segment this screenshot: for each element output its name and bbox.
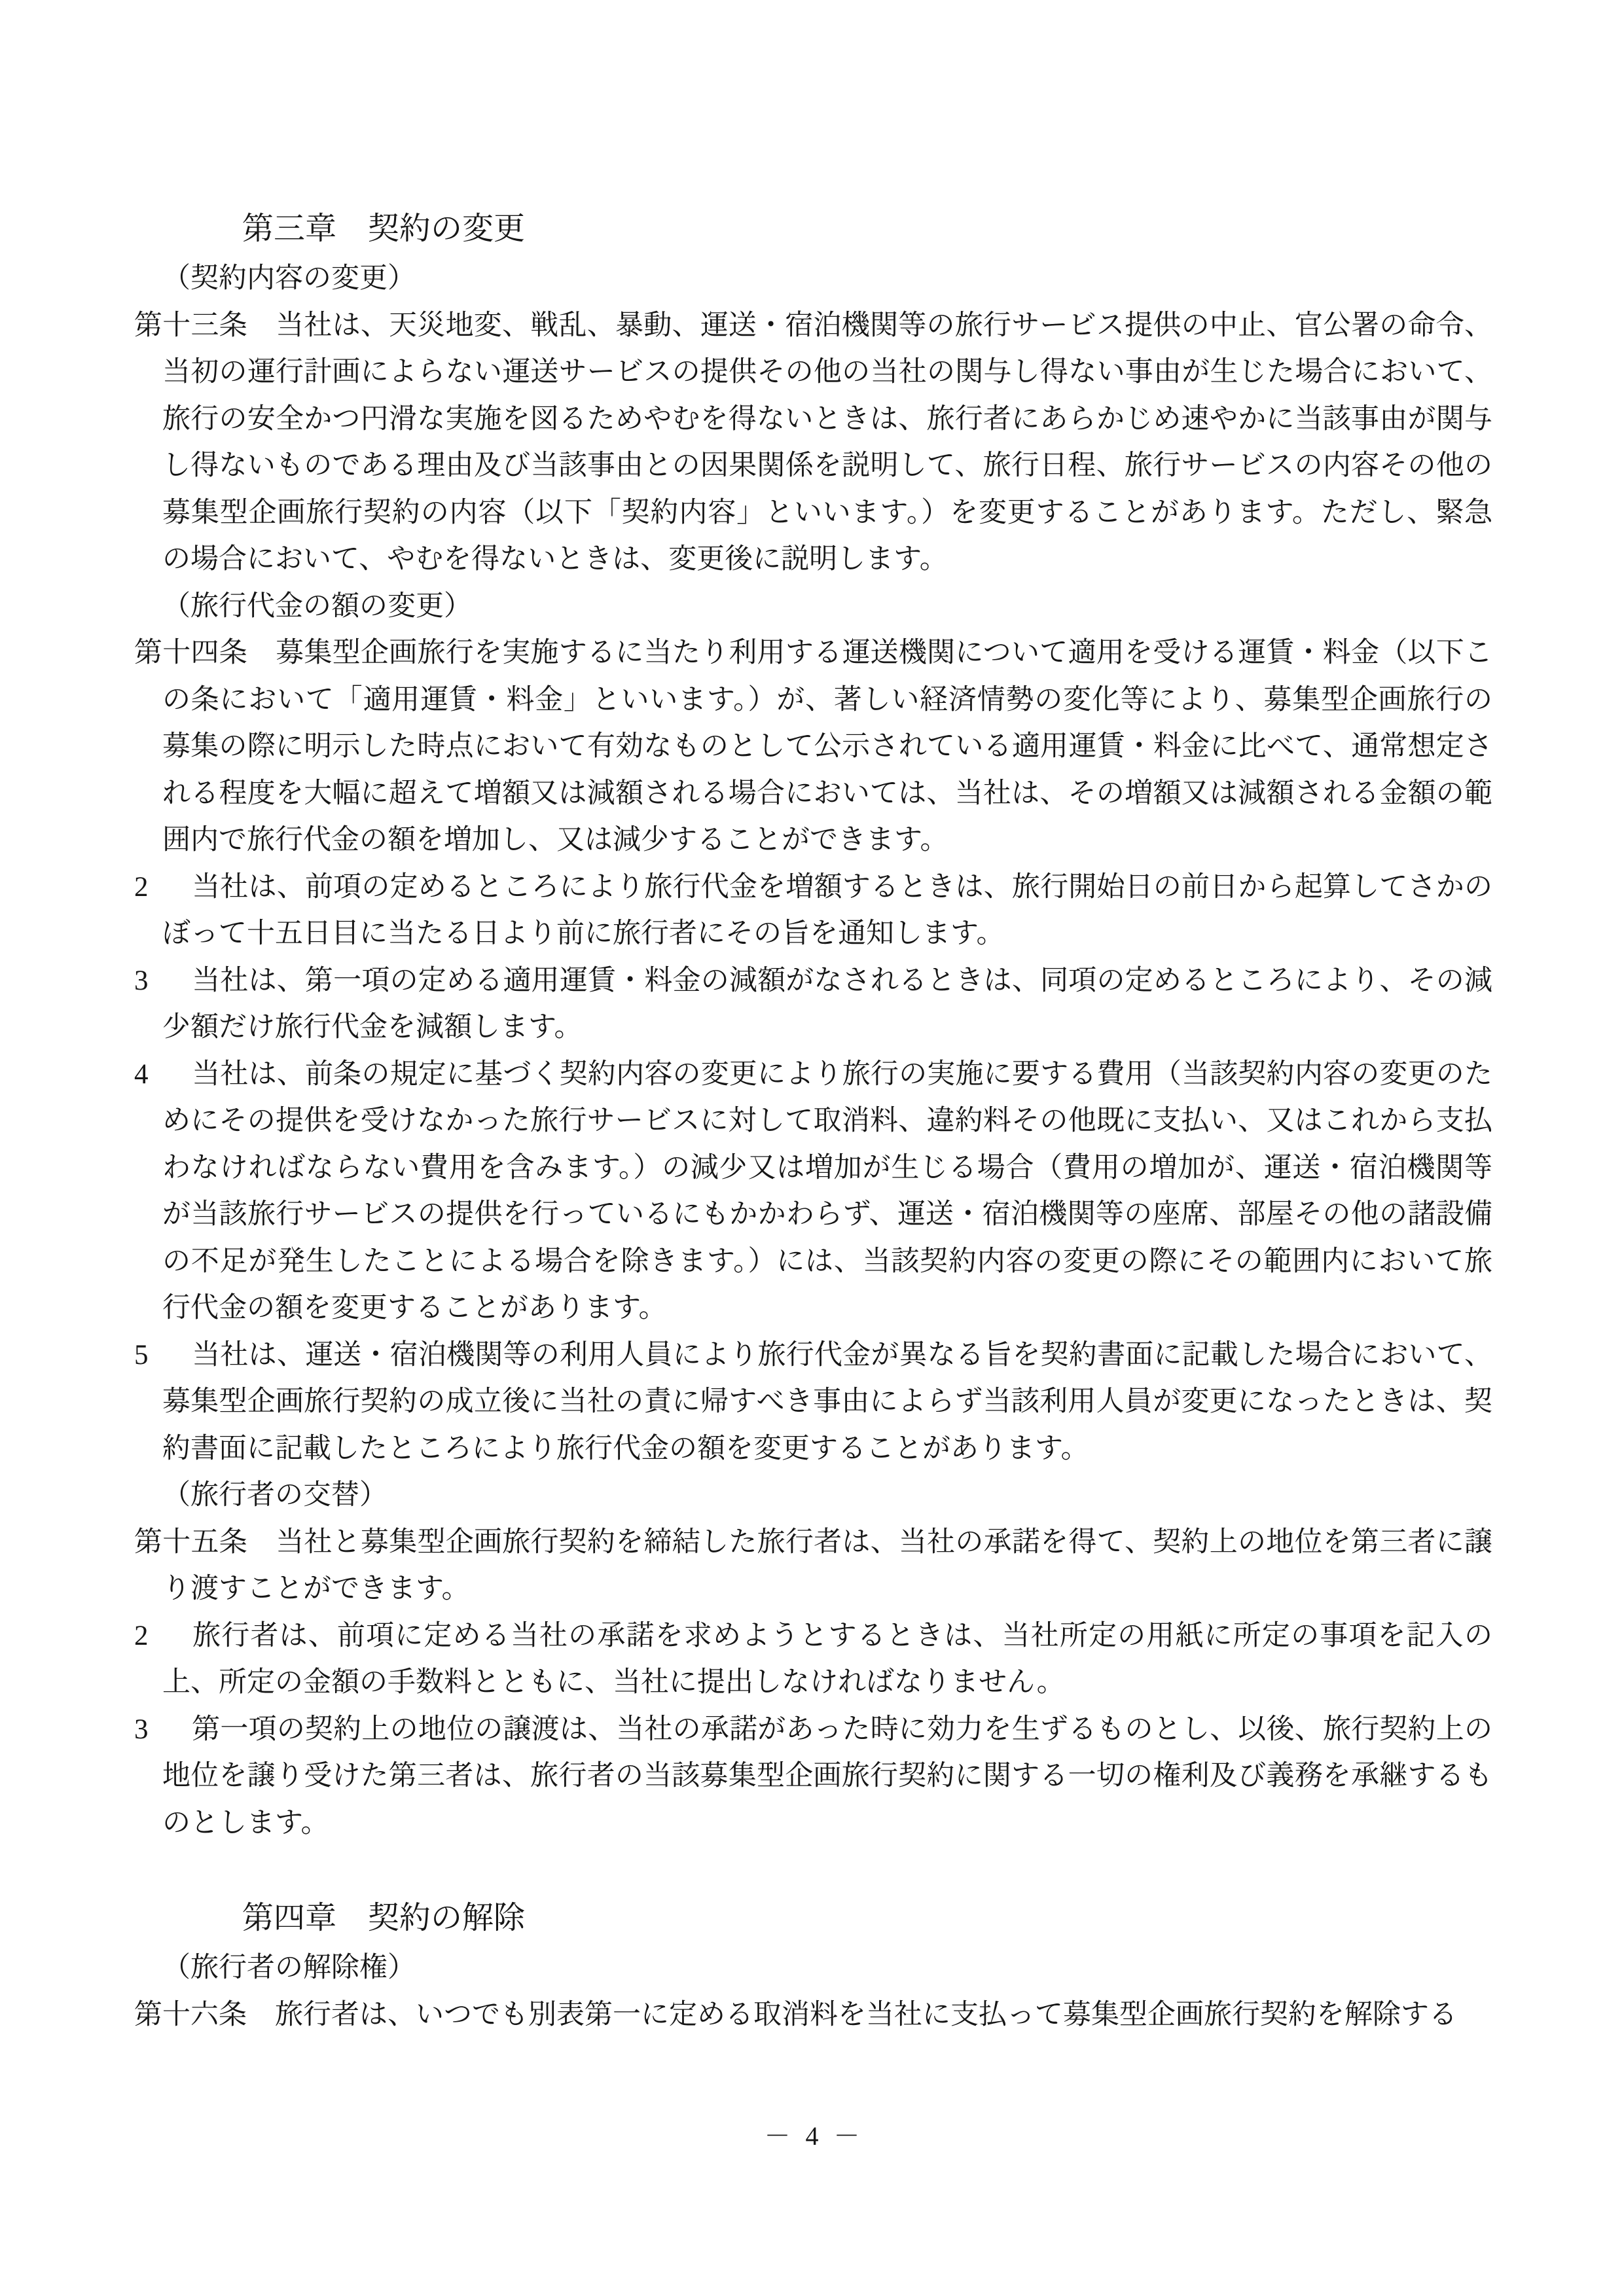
paragraph-number: 2 (134, 1620, 149, 1651)
article-paragraph (134, 630, 1492, 864)
numbered-paragraph (134, 958, 1492, 1051)
paragraph-number: 3 (134, 1713, 149, 1745)
paragraph-number: 4 (134, 1058, 149, 1090)
paragraph-number: 5 (134, 1339, 149, 1371)
paragraph-text: 当社は、運送・宿泊機関等の利用人員により旅行代金が異なる旨を契約書面に記載した場合において、募集型企画旅行契約の成立後に当社の責に帰すべき事由によらず当該利用人員が変更になったときは、契約書面に記載したところにより旅行代金の額を変更することがあります。 (162, 1339, 1492, 1464)
document-body (134, 203, 1492, 2038)
paragraph-text: 当社は、前項の定めるところにより旅行代金を増額するときは、旅行開始日の前日から起算してさかのぼって十五日目に当たる日より前に旅行者にその旨を通知します。 (162, 871, 1492, 949)
numbered-paragraph (134, 1613, 1492, 1706)
section-label: （旅行代金の額の変更） (162, 590, 472, 622)
article-paragraph (134, 1992, 1492, 2039)
paragraph-text: 当社と募集型企画旅行契約を締結した旅行者は、当社の承諾を得て、契約上の地位を第三者に譲り渡すことができます。 (162, 1526, 1493, 1604)
paragraph-text: 当社は、第一項の定める適用運賃・料金の減額がなされるときは、同項の定めるところにより、その減少額だけ旅行代金を減額します。 (162, 965, 1492, 1043)
section-label: （旅行者の解除権） (162, 1952, 416, 1983)
paragraph-text: 旅行者は、前項に定める当社の承諾を求めようとするときは、当社所定の用紙に所定の事項を記入の上、所定の金額の手数料とともに、当社に提出しなければなりません。 (162, 1620, 1492, 1698)
numbered-paragraph (134, 1706, 1492, 1847)
paragraph-number: 2 (134, 871, 149, 903)
numbered-paragraph (134, 864, 1492, 958)
page-number: － 4 － (764, 2121, 860, 2151)
paragraph-text: 募集型企画旅行を実施するに当たり利用する運送機関について適用を受ける運賃・料金（以下この条において「適用運賃・料金」といいます。）が、著しい経済情勢の変化等により、募集型企画旅行の募集の際に明示した時点において有効なものとして公示されている適用運賃・料金に比べて、通常想定される程度を大幅に超えて増額又は減額される場合においては、当社は、その増額又は減額される金額の範囲内で旅行代金の額を増加し、又は減少することができます。 (162, 637, 1493, 855)
section-label: （契約内容の変更） (162, 263, 416, 294)
article-paragraph (134, 302, 1492, 583)
article-number: 第十四条 (134, 637, 248, 668)
chapter-heading: 第三章 契約の変更 (242, 211, 526, 246)
paragraph-number: 3 (134, 965, 149, 996)
numbered-paragraph (134, 1332, 1492, 1473)
article-number: 第十六条 (134, 1999, 247, 2030)
section-label: （旅行者の交替） (162, 1480, 388, 1511)
paragraph-text: 第一項の契約上の地位の譲渡は、当社の承諾があった時に効力を生ずるものとし、以後、旅行契約上の地位を譲り受けた第三者は、旅行者の当該募集型企画旅行契約に関する一切の権利及び義務を承継するものとします。 (162, 1713, 1492, 1839)
chapter-heading: 第四章 契約の解除 (242, 1901, 526, 1935)
paragraph-text: 当社は、前条の規定に基づく契約内容の変更により旅行の実施に要する費用（当該契約内容の変更のためにその提供を受けなかった旅行サービスに対して取消料、違約料その他既に支払い、又はこれから支払わなければならない費用を含みます。）の減少又は増加が生じる場合（費用の増加が、運送・宿泊機関等が当該旅行サービスの提供を行っているにもかかわらず、運送・宿泊機関等の座席、部屋その他の諸設備の不足が発生したことによる場合を除きます。）には、当該契約内容の変更の際にその範囲内において旅行代金の額を変更することがあります。 (162, 1058, 1492, 1323)
article-number: 第十三条 (134, 310, 247, 341)
article-number: 第十五条 (134, 1526, 248, 1558)
paragraph-text: 旅行者は、いつでも別表第一に定める取消料を当社に支払って募集型企画旅行契約を解除する (275, 1999, 1457, 2030)
numbered-paragraph (134, 1051, 1492, 1332)
article-paragraph (134, 1519, 1492, 1613)
paragraph-text: 当社は、天災地変、戦乱、暴動、運送・宿泊機関等の旅行サービス提供の中止、官公署の命令、当初の運行計画によらない運送サービスの提供その他の当社の関与し得ない事由が生じた場合において、旅行の安全かつ円滑な実施を図るためやむを得ないときは、旅行者にあらかじめ速やかに当該事由が関与し得ないものである理由及び当該事由との因果関係を説明して、旅行日程、旅行サービスの内容その他の募集型企画旅行契約の内容（以下「契約内容」といいます。）を変更することがあります。ただし、緊急の場合において、やむを得ないときは、変更後に説明します。 (162, 310, 1493, 575)
